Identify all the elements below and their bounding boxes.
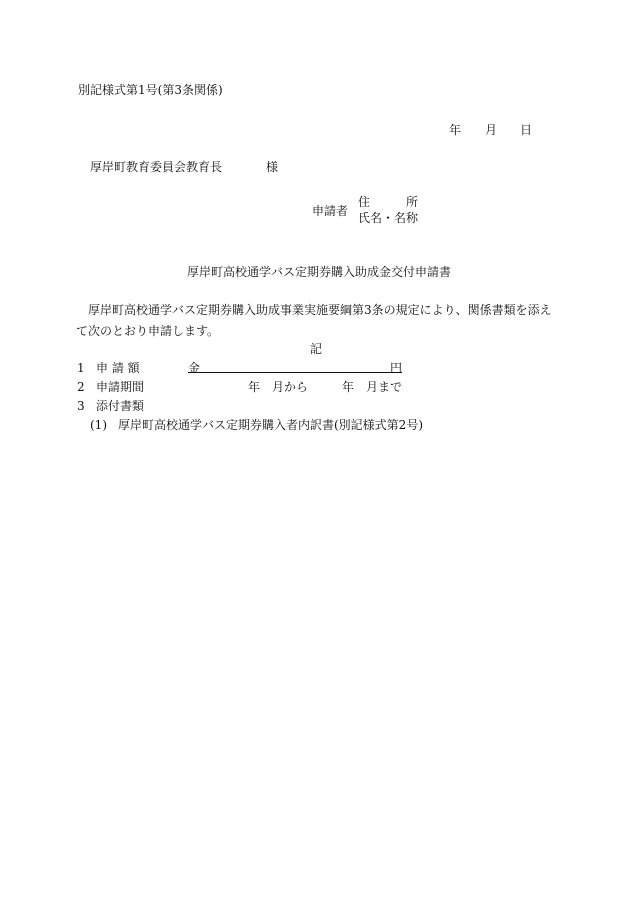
date-year-label: 年 [449,123,462,137]
applicant-label: 申請者 [312,204,349,218]
applicant-address-label: 住 所 [358,195,419,209]
item-2-number: 2 [77,380,85,394]
amount-prefix: 金 [188,361,201,375]
amount-underline [188,372,402,373]
attachment-1-text: 厚岸町高校通学バス定期券購入者内訳書(別記様式第2号) [118,418,424,432]
period-from: 年 月から [248,380,309,394]
recipient-honorific: 様 [266,160,279,174]
attachment-1-number: (1) [90,418,107,432]
item-1-label: 申 請 額 [96,361,140,375]
amount-suffix: 円 [390,361,403,375]
form-number: 別記様式第1号(第3条関係) [78,83,223,97]
body-text: 厚岸町高校通学バス定期券購入助成事業実施要綱第3条の規定により、関係書類を添えて次のとおり申請します。 [76,303,552,338]
item-1-number: 1 [77,361,85,375]
recipient-title: 厚岸町教育委員会教育長 [90,160,223,174]
applicant-name-label: 氏名・名称 [358,211,419,225]
date-day-label: 日 [520,123,533,137]
period-to: 年 月まで [342,380,403,394]
ki-heading: 記 [310,342,323,356]
date-month-label: 月 [485,123,498,137]
item-2-label: 申請期間 [96,380,145,394]
document-title: 厚岸町高校通学バス定期券購入助成金交付申請書 [187,265,452,279]
item-3-number: 3 [77,399,85,413]
item-3-label: 添付書類 [96,399,145,413]
